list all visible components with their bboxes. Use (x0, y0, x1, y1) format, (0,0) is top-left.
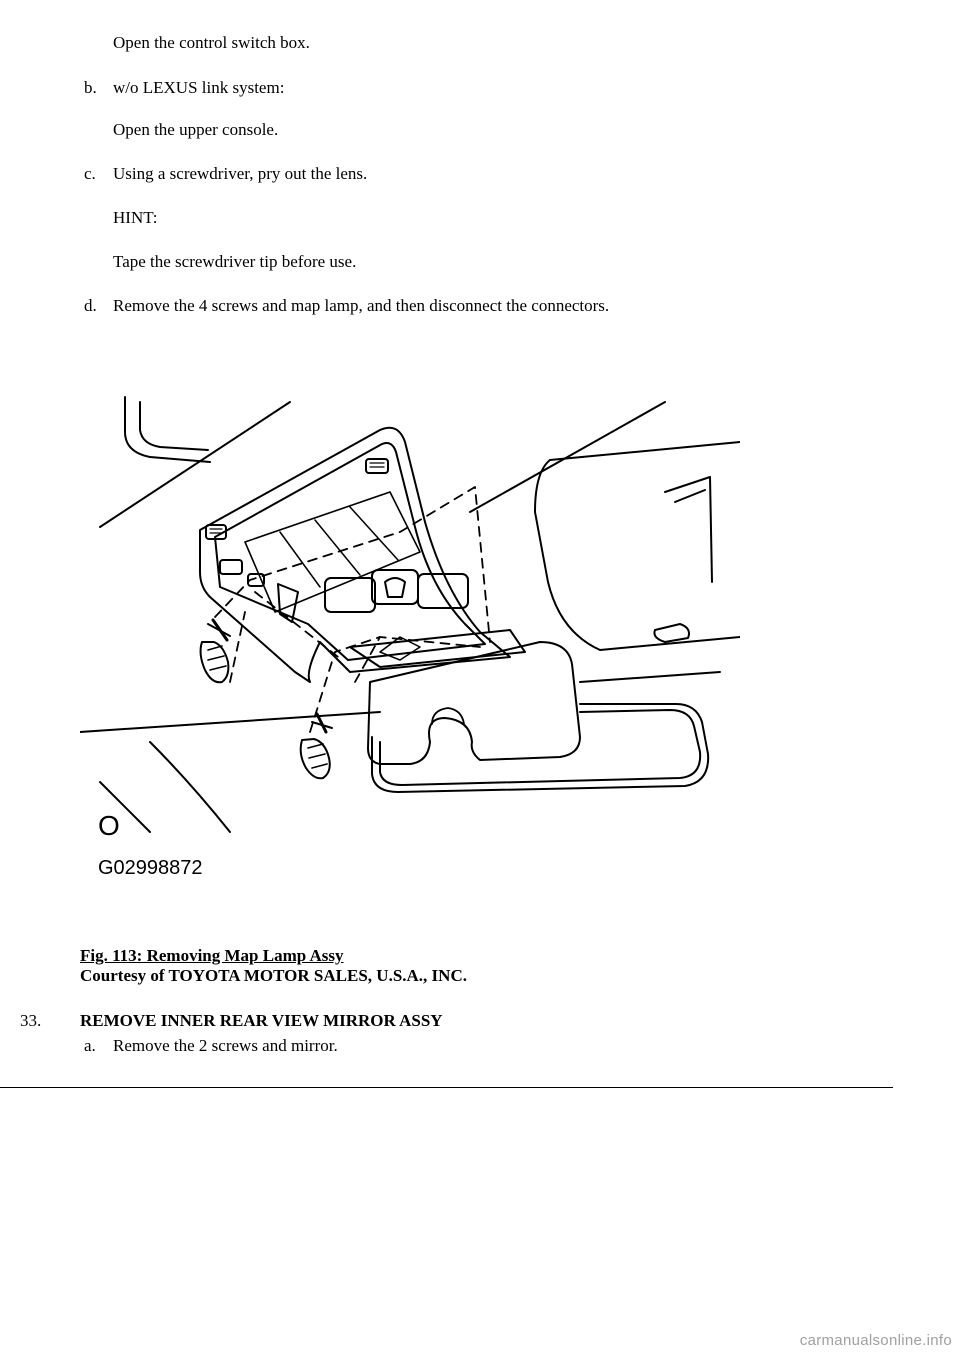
step-label-d: d. (84, 296, 97, 315)
sunroof-edge (125, 397, 210, 462)
step-text-pry-out-lens: Using a screwdriver, pry out the lens. (113, 164, 368, 183)
step-text-remove-mirror: Remove the 2 screws and mirror. (113, 1036, 338, 1055)
hint-heading: HINT: (113, 208, 158, 227)
map-lamp-button-center (372, 570, 418, 604)
vent-slats-top (370, 463, 384, 467)
step-text-remove-screws-map-lamp: Remove the 4 screws and map lamp, and then disconnect the connectors. (113, 296, 610, 315)
step-label-c: c. (84, 164, 96, 183)
step-label-b: b. (84, 78, 97, 97)
screw-right (301, 714, 332, 778)
center-switch-knob (385, 578, 405, 597)
pillar-line (150, 742, 230, 832)
roof-line-right (470, 402, 665, 512)
roof-line (100, 402, 290, 527)
overhead-console-inner (215, 443, 485, 660)
step-text-open-upper-console: Open the upper console. (113, 120, 279, 139)
figure-marker-o: O (98, 810, 120, 841)
visor-mirror-outline (665, 477, 712, 582)
map-lamp-button-right (418, 574, 468, 608)
console-vent-top (366, 459, 388, 473)
vent-slats (210, 529, 222, 533)
visor-mirror-inner (675, 490, 705, 502)
visor-clip (654, 624, 689, 642)
map-lamp-illustration (80, 392, 740, 892)
map-lamp-drawing (80, 392, 740, 892)
overhead-console-housing (200, 428, 510, 682)
figure-code: G02998872 (98, 857, 203, 879)
hint-text: Tape the screwdriver tip before use. (113, 252, 357, 271)
rear-view-mirror (380, 710, 700, 785)
guide-line-lower (310, 637, 480, 732)
figure-courtesy: Courtesy of TOYOTA MOTOR SALES, U.S.A., INC. (80, 966, 467, 985)
section-number: 33. (20, 1011, 42, 1030)
step-label-a: a. (84, 1036, 96, 1055)
console-slot (220, 560, 242, 574)
figure-caption-link[interactable]: Fig. 113: Removing Map Lamp Assy (80, 946, 344, 965)
sunroof-edge-inner (140, 402, 208, 450)
map-lamp-button-left (325, 578, 375, 612)
headliner-line (80, 712, 380, 732)
switch-panel (245, 492, 420, 612)
headliner-line-right (580, 672, 720, 682)
step-text-without-lexus-link: w/o LEXUS link system: (113, 78, 285, 97)
page-divider (0, 1087, 893, 1088)
switch-panel-dividers (280, 507, 398, 587)
watermark-text: carmanualsonline.info (799, 1332, 952, 1349)
section-title: REMOVE INNER REAR VIEW MIRROR ASSY (80, 1011, 443, 1030)
screw-left (201, 620, 230, 682)
step-text-open-control-switch-box: Open the control switch box. (113, 33, 310, 52)
assembly-guide-lines (215, 487, 490, 732)
